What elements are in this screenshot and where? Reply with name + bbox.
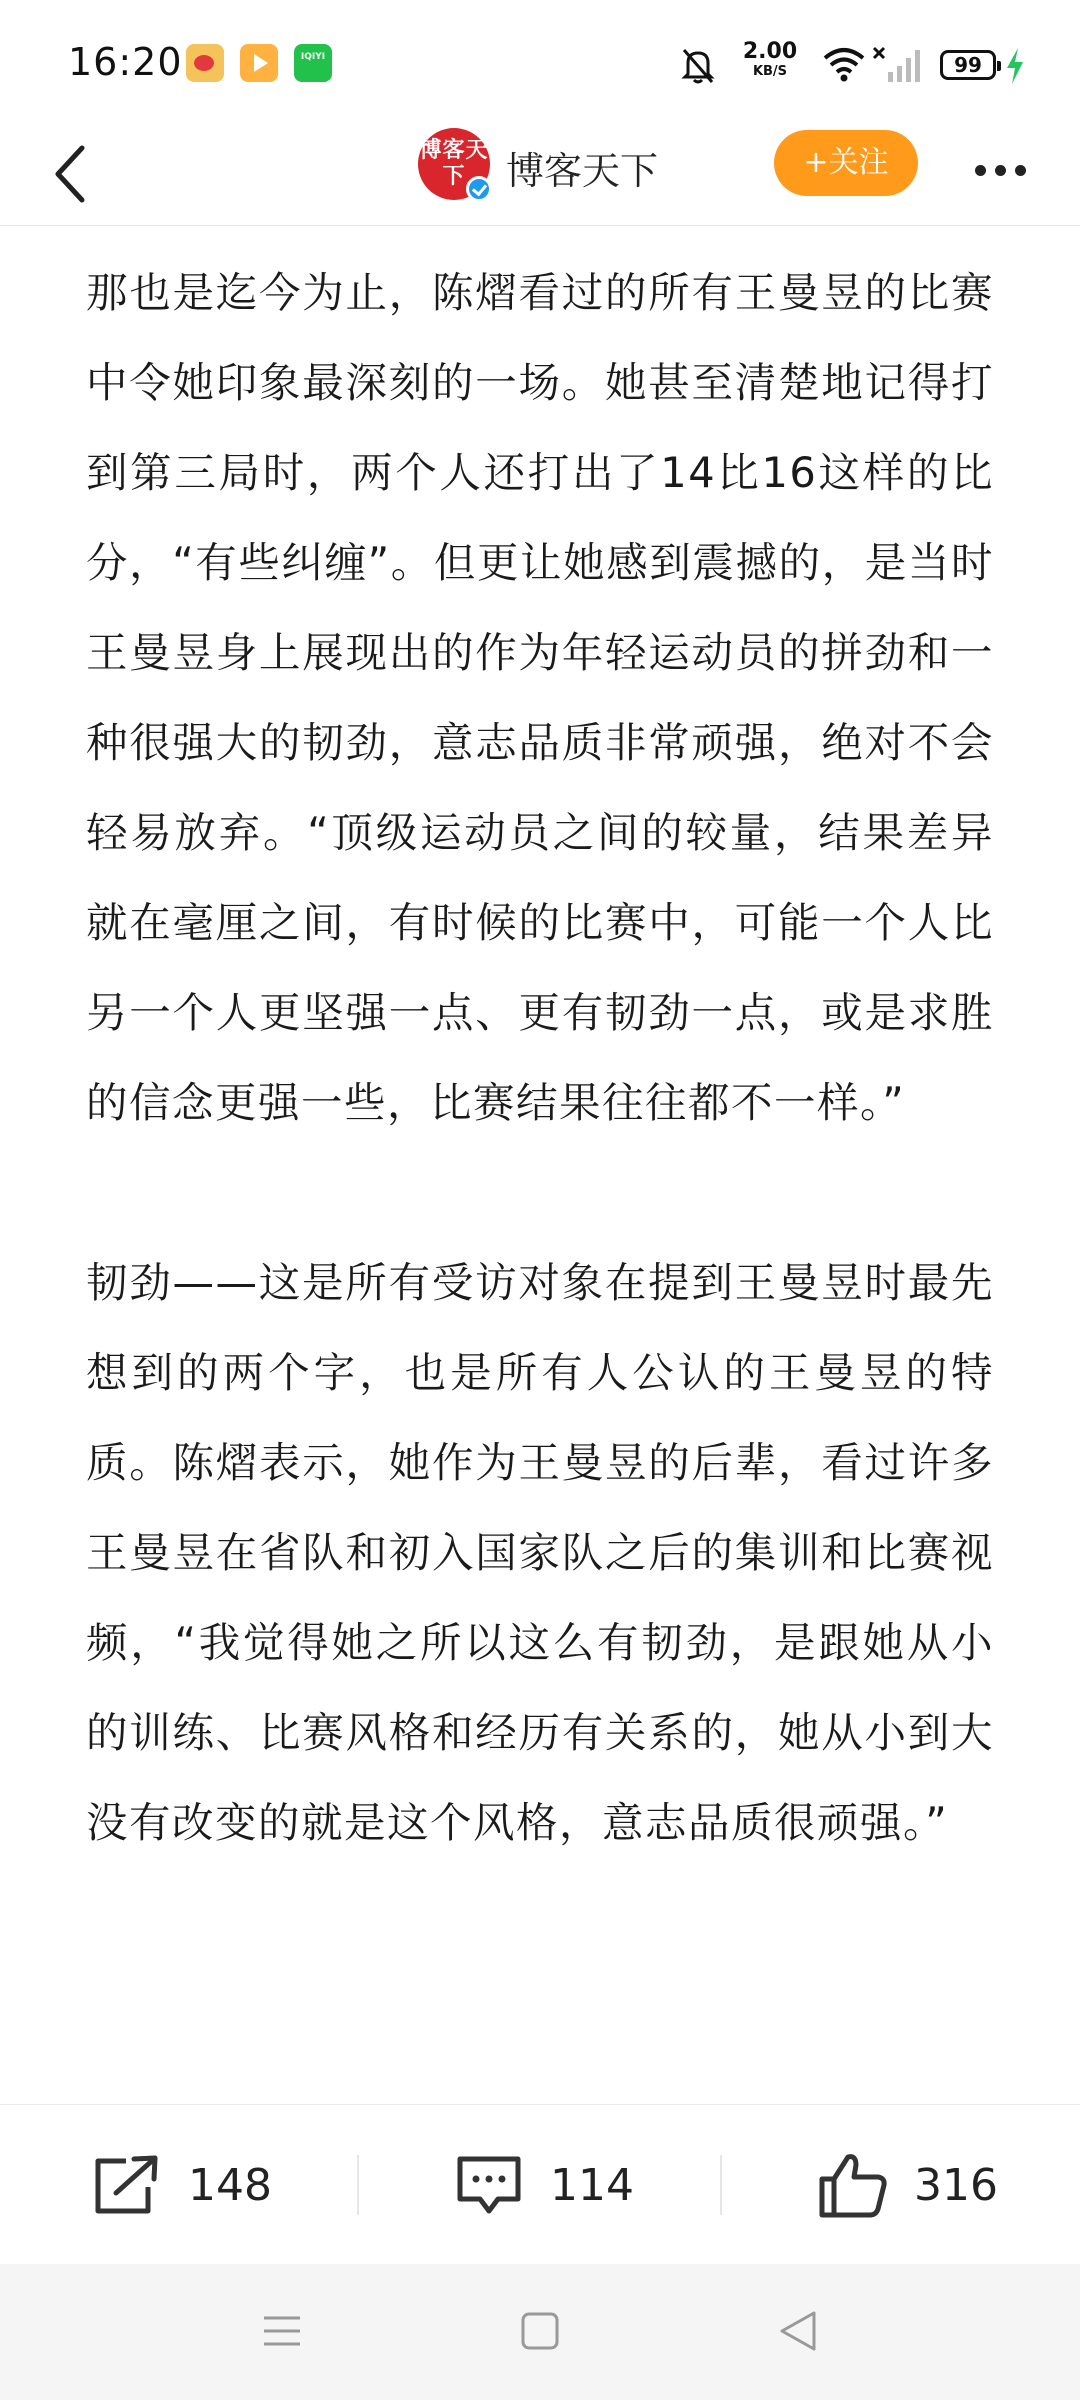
comment-count: 114 bbox=[550, 2159, 634, 2211]
thumbs-up-icon bbox=[818, 2151, 888, 2219]
status-bar bbox=[0, 0, 1080, 120]
comment-icon bbox=[454, 2153, 524, 2217]
menu-icon bbox=[262, 2314, 302, 2348]
nav-home-button[interactable] bbox=[510, 2306, 570, 2356]
network-speed-unit: KB/S bbox=[752, 64, 788, 79]
network-speed-value: 2.00 bbox=[742, 39, 798, 64]
article-paragraph: 韧劲——这是所有受访对象在提到王曼昱时最先想到的两个字，也是所有人公认的王曼昱的特质。陈熠表示，她作为王曼昱的后辈，看过许多王曼昱在省队和初入国家队之后的集训和比赛视频，“我觉得她之所以这么有韧劲，是跟她从小的训练、比赛风格和经历有关系的，她从小到大没有改变的就是这个风格，意志品质很顽强。” bbox=[86, 1258, 994, 1847]
system-nav-bar bbox=[0, 2264, 1080, 2400]
nav-back-button[interactable] bbox=[768, 2306, 828, 2356]
article-body bbox=[86, 248, 994, 1868]
video-app-icon bbox=[240, 44, 278, 82]
follow-button[interactable]: +关注 bbox=[774, 130, 918, 196]
more-dot-icon bbox=[1015, 165, 1026, 176]
wifi-icon bbox=[822, 44, 866, 84]
like-count: 316 bbox=[914, 2159, 998, 2211]
charging-icon bbox=[1004, 46, 1026, 86]
signal-icon bbox=[872, 44, 924, 84]
account-name[interactable]: 博客天下 bbox=[506, 149, 659, 193]
more-dot-icon bbox=[975, 165, 986, 176]
comment-button[interactable] bbox=[454, 2105, 634, 2265]
avatar[interactable]: 博客天下 bbox=[418, 128, 490, 200]
article-header bbox=[0, 120, 1080, 226]
back-button[interactable] bbox=[30, 134, 110, 214]
action-bar bbox=[0, 2104, 1080, 2264]
back-triangle-icon bbox=[778, 2309, 818, 2353]
divider bbox=[720, 2155, 722, 2215]
network-speed bbox=[740, 40, 800, 80]
more-options-button[interactable] bbox=[960, 140, 1040, 200]
status-time: 16:20 bbox=[68, 40, 183, 84]
article-paragraph: 那也是迄今为止，陈熠看过的所有王曼昱的比赛中令她印象最深刻的一场。她甚至清楚地记得打到第三局时，两个人还打出了14比16这样的比分，“有些纠缠”。但更让她感到震撼的，是当时王曼昱身上展现出的作为年轻运动员的拼劲和一种很强大的韧劲，意志品质非常顽强，绝对不会轻易放弃。“顶级运动员之间的较量，结果差异就在毫厘之间，有时候的比赛中，可能一个人比另一个人更坚强一点、更有韧劲一点，或是求胜的信念更强一些，比赛结果往往都不一样。” bbox=[86, 268, 994, 1127]
iqiyi-app-icon: IQIYI bbox=[294, 44, 332, 82]
home-square-icon bbox=[520, 2311, 560, 2351]
share-count: 148 bbox=[188, 2159, 272, 2211]
share-icon bbox=[92, 2153, 162, 2217]
nav-menu-button[interactable] bbox=[252, 2306, 312, 2356]
more-dot-icon bbox=[995, 165, 1006, 176]
verified-icon bbox=[466, 176, 492, 202]
share-button[interactable] bbox=[92, 2105, 272, 2265]
divider bbox=[357, 2155, 359, 2215]
weibo-app-icon bbox=[186, 44, 224, 82]
bell-muted-icon bbox=[680, 46, 716, 86]
like-button[interactable] bbox=[818, 2105, 998, 2265]
chevron-left-icon bbox=[50, 144, 90, 204]
battery-icon: 99 bbox=[940, 50, 996, 80]
